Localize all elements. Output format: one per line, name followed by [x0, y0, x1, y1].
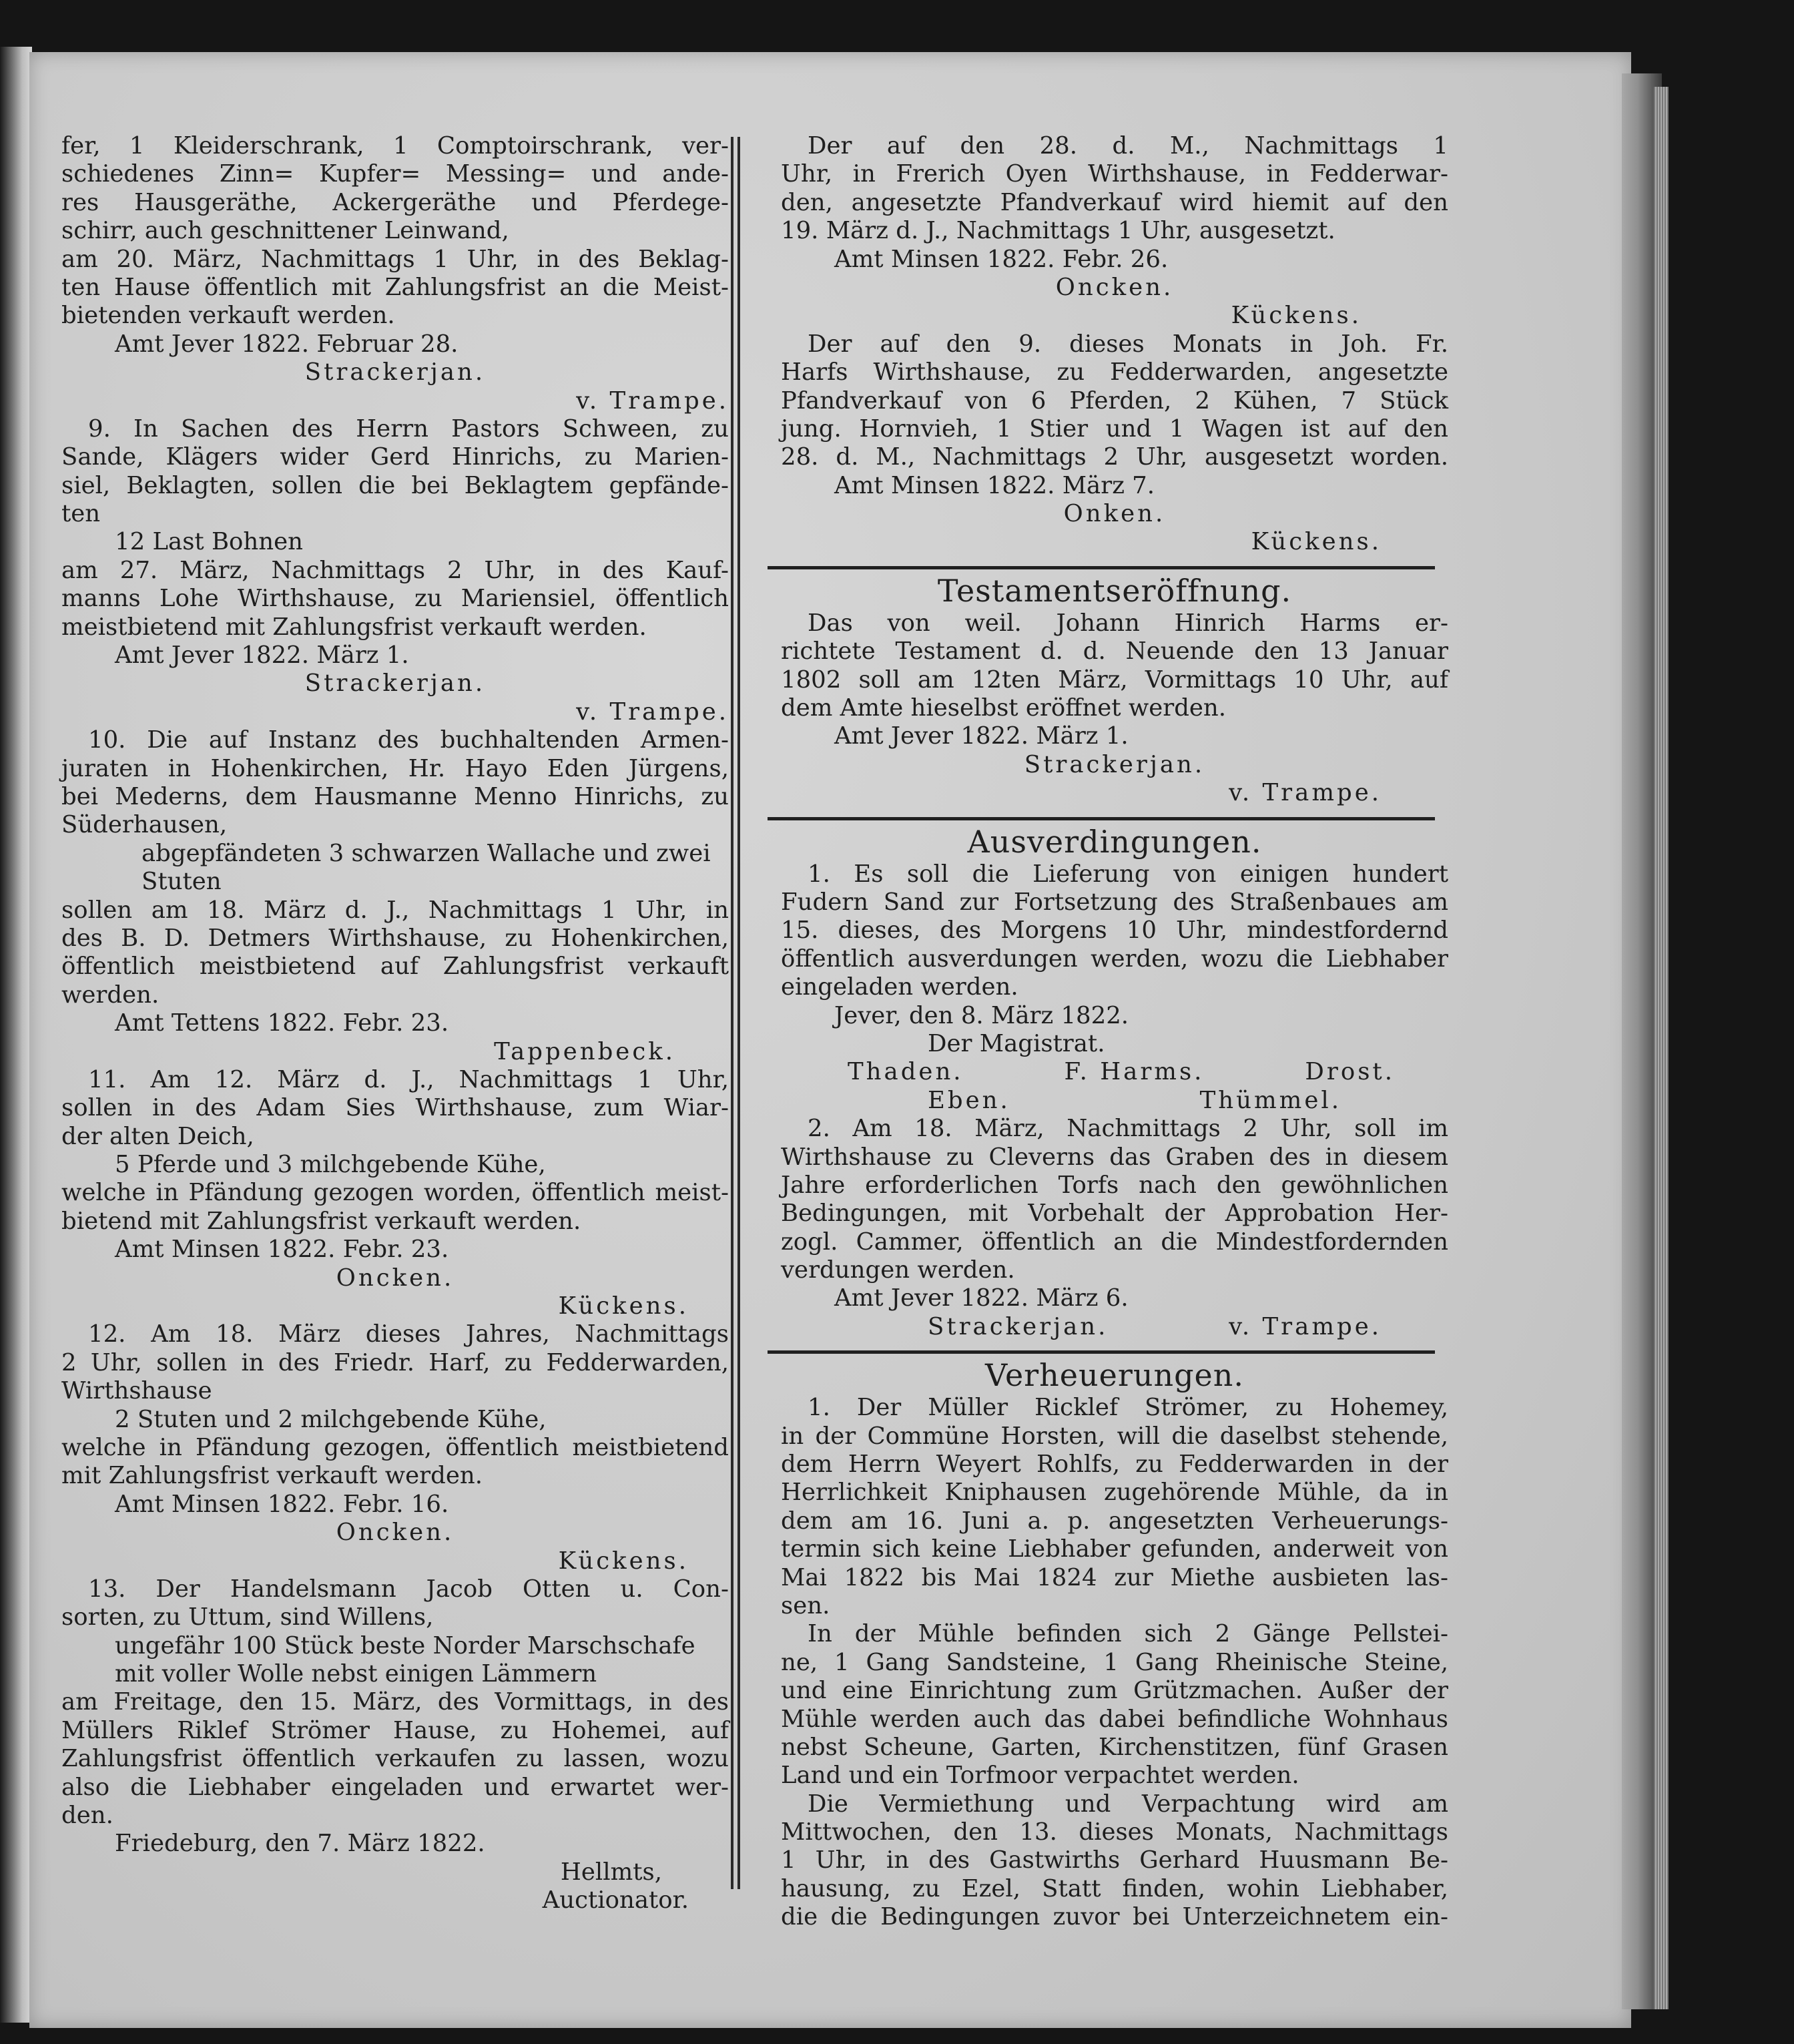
text-line: welche in Pfändung gezogen, öffentlich meistbietend: [61, 1433, 729, 1461]
page-stack-edge: [1654, 87, 1669, 2009]
date-line: Amt Jever 1822. März 1.: [115, 642, 409, 670]
signature: Drost.: [1305, 1058, 1395, 1086]
text-line: Land und ein Torfmoor verpachtet werden.: [781, 1762, 1299, 1790]
text-line: den, angesetzte Pfandverkauf wird hiemit auf den: [781, 188, 1448, 216]
text-line: 1. Es soll die Lieferung von einigen hundert: [808, 860, 1448, 888]
date-line: Jever, den 8. März 1822.: [834, 1001, 1129, 1029]
text-line: sorten, zu Uttum, sind Willens,: [61, 1603, 434, 1631]
signature: Strackerjan.: [928, 1312, 1109, 1340]
signature-row: [781, 1087, 1448, 1115]
text-line: Fudern Sand zur Fortsetzung des Straßenbaues am: [781, 888, 1448, 916]
text-line: 12 Last Bohnen: [115, 528, 304, 556]
text-line: 1. Der Müller Ricklef Strömer, zu Hohemey,: [808, 1394, 1448, 1422]
date-line: Amt Jever 1822. März 6.: [834, 1284, 1129, 1312]
text-line: dem Amte hieselbst eröffnet werden.: [781, 694, 1227, 722]
text-line: welche in Pfändung gezogen worden, öffentlich meist-: [61, 1179, 729, 1207]
text-line: öffentlich meistbietend auf Zahlungsfrist verkauft: [61, 953, 729, 981]
text-line: des B. D. Detmers Wirthshause, zu Hohenkirchen,: [61, 924, 729, 952]
text-line: 2 Stuten und 2 milchgebende Kühe,: [115, 1405, 547, 1433]
text-line: 1 Uhr, in des Gastwirths Gerhard Huusmann Be-: [781, 1846, 1448, 1874]
text-line: schiedenes Zinn= Kupfer= Messing= und ande-: [61, 160, 729, 188]
signature: Kückens.: [1231, 302, 1362, 330]
signature: v. Trampe.: [1229, 1312, 1382, 1340]
text-line: bei Mederns, dem Hausmanne Menno Hinrichs, zu: [61, 782, 729, 810]
date-line: Amt Tettens 1822. Febr. 23.: [115, 1009, 449, 1037]
text-line: Der auf den 28. d. M., Nachmittags 1: [808, 132, 1448, 160]
text-line: 1802 soll am 12ten März, Vormittags 10 Uhr, auf: [781, 666, 1448, 694]
text-line: 28. d. M., Nachmittags 2 Uhr, ausgesetzt worden.: [781, 443, 1448, 471]
text-line: den.: [61, 1802, 113, 1830]
signature: Strackerjan.: [304, 670, 486, 698]
text-line: Bedingungen, mit Vorbehalt der Approbation Her-: [781, 1200, 1448, 1228]
signature: Thümmel.: [1199, 1086, 1341, 1114]
date-line: Amt Minsen 1822. Febr. 23.: [115, 1236, 449, 1264]
text-line: 9. In Sachen des Herrn Pastors Schween, zu: [88, 415, 729, 443]
signature: Tappenbeck.: [494, 1037, 675, 1065]
signature: v. Trampe.: [576, 698, 729, 726]
signature-row: [781, 1058, 1448, 1086]
text-line: der alten Deich,: [61, 1122, 254, 1150]
text-line: juraten in Hohenkirchen, Hr. Hayo Eden Jürgens,: [61, 754, 729, 782]
text-line: 2 Uhr, sollen in des Friedr. Harf, zu Fedderwarden,: [61, 1348, 729, 1376]
text-line: bietend mit Zahlungsfrist verkauft werden.: [61, 1207, 581, 1235]
section-rule: [768, 1350, 1435, 1354]
text-line: manns Lohe Wirthshause, zu Mariensiel, öffentlich: [61, 585, 729, 613]
text-line: Jahre erforderlichen Torfs nach den gewöhnlichen: [781, 1171, 1448, 1199]
text-line: Mühle werden auch das dabei befindliche Wohnhaus: [781, 1705, 1448, 1733]
section-heading-testament: Testamentseröffnung.: [937, 572, 1292, 609]
text-line: Mittwochen, den 13. dieses Monats, Nachmittags: [781, 1818, 1448, 1846]
text-line: hausung, zu Ezel, Statt finden, wohin Liebhaber,: [781, 1874, 1448, 1902]
text-line: 12. Am 18. März dieses Jahres, Nachmittags: [88, 1320, 729, 1348]
date-line: Amt Minsen 1822. Febr. 16.: [115, 1490, 449, 1518]
signature: Kückens.: [1251, 528, 1382, 556]
text-line: Mai 1822 bis Mai 1824 zur Miethe ausbieten las-: [781, 1563, 1448, 1591]
text-line: In der Mühle befinden sich 2 Gänge Pellstei-: [808, 1620, 1448, 1648]
signature: Eben.: [928, 1086, 1010, 1114]
text-line: Pfandverkauf von 6 Pferden, 2 Kühen, 7 Stück: [781, 387, 1448, 415]
text-line: sollen in des Adam Sies Wirthshause, zum Wiar-: [61, 1094, 729, 1122]
text-line: am Freitage, den 15. März, des Vormittags, in des: [61, 1688, 729, 1716]
text-line: am 20. März, Nachmittags 1 Uhr, in des Beklag-: [61, 245, 729, 273]
text-line: Sande, Klägers wider Gerd Hinrichs, zu Marien-: [61, 443, 729, 471]
text-line: Wirthshause zu Cleverns das Graben des in diesem: [781, 1143, 1448, 1171]
date-line: Amt Jever 1822. März 1.: [834, 722, 1129, 750]
text-line: Wirthshause: [61, 1377, 212, 1405]
signature: Hellmts,: [560, 1858, 662, 1886]
signature: v. Trampe.: [1229, 779, 1382, 807]
text-line: dem Herrn Weyert Rohlfs, zu Fedderwarden in der: [781, 1451, 1448, 1479]
section-heading-verheuerungen: Verheuerungen.: [984, 1357, 1245, 1394]
text-line: siel, Beklagten, sollen die bei Beklagtem gepfände-: [61, 471, 729, 499]
text-line: verdungen werden.: [781, 1256, 1015, 1284]
signature-row: [781, 1313, 1448, 1341]
text-line: Süderhausen,: [61, 811, 228, 839]
text-line: sollen am 18. März d. J., Nachmittags 1 Uhr, in: [61, 896, 729, 924]
signature: Strackerjan.: [1024, 750, 1205, 778]
text-line: ten: [61, 500, 101, 528]
text-line: Stuten: [141, 868, 222, 896]
section-rule: [768, 817, 1435, 820]
text-line: nebst Scheune, Garten, Kirchenstitzen, fünf Grasen: [781, 1733, 1448, 1761]
text-line: öffentlich ausverdungen werden, wozu die Liebhaber: [781, 945, 1448, 973]
text-line: ungefähr 100 Stück beste Norder Marschschafe: [115, 1631, 695, 1659]
text-line: zogl. Cammer, öffentlich an die Mindestfordernden: [781, 1228, 1448, 1256]
text-line: in der Commüne Horsten, will die daselbst stehende,: [781, 1422, 1448, 1450]
text-line: werden.: [61, 981, 160, 1009]
signature: Oncken.: [336, 1264, 455, 1292]
date-line: Amt Jever 1822. Februar 28.: [115, 330, 459, 358]
signature: Onken.: [1063, 500, 1166, 528]
text-line: Zahlungsfrist öffentlich verkaufen zu lassen, wozu: [61, 1745, 729, 1773]
signature: v. Trampe.: [576, 387, 729, 415]
text-line: Der auf den 9. dieses Monats in Joh. Fr.: [808, 330, 1448, 358]
text-line: und eine Einrichtung zum Grützmachen. Außer der: [781, 1677, 1448, 1705]
signature: Strackerjan.: [304, 358, 486, 387]
text-line: 13. Der Handelsmann Jacob Otten u. Con-: [88, 1575, 729, 1603]
text-line: Harfs Wirthshause, zu Fedderwarden, angesetzte: [781, 358, 1448, 387]
text-line: also die Liebhaber eingeladen und erwartet wer-: [61, 1773, 729, 1801]
text-line: eingeladen werden.: [781, 973, 1018, 1001]
left-column: [61, 132, 729, 1915]
text-line: ten Hause öffentlich mit Zahlungsfrist an die Meist-: [61, 273, 729, 301]
signature: Der Magistrat.: [928, 1029, 1105, 1057]
signature: Kückens.: [558, 1547, 689, 1575]
text-line: fer, 1 Kleiderschrank, 1 Comptoirschrank, ver-: [61, 132, 729, 160]
section-heading-ausverdingungen: Ausverdingungen.: [967, 823, 1262, 860]
text-line: Herrlichkeit Kniphausen zugehörende Mühle, da in: [781, 1479, 1448, 1507]
text-line: Das von weil. Johann Hinrich Harms er-: [808, 609, 1448, 637]
date-line: Amt Minsen 1822. Febr. 26.: [834, 245, 1169, 273]
signature: F. Harms.: [1064, 1058, 1205, 1086]
text-line: abgepfändeten 3 schwarzen Wallache und zwei: [141, 839, 711, 867]
date-line: Amt Minsen 1822. März 7.: [834, 471, 1155, 499]
text-line: jung. Hornvieh, 1 Stier und 1 Wagen ist auf den: [781, 415, 1448, 443]
page-left-edge: [0, 47, 32, 2023]
text-line: mit voller Wolle nebst einigen Lämmern: [115, 1660, 597, 1688]
text-line: die die Bedingungen zuvor bei Unterzeichnetem ein-: [781, 1903, 1448, 1931]
text-line: 10. Die auf Instanz des buchhaltenden Armen-: [88, 726, 729, 754]
text-line: termin sich keine Liebhaber gefunden, anderweit von: [781, 1535, 1448, 1563]
text-line: 11. Am 12. März d. J., Nachmittags 1 Uhr,: [88, 1065, 729, 1093]
text-line: Müllers Riklef Strömer Hause, zu Hohemei, auf: [61, 1716, 729, 1744]
text-line: 15. dieses, des Morgens 10 Uhr, mindestfordernd: [781, 917, 1448, 945]
text-line: richtete Testament d. d. Neuende den 13 Januar: [781, 637, 1448, 666]
text-line: bietenden verkauft werden.: [61, 302, 395, 330]
text-line: dem am 16. Juni a. p. angesetzten Verheuerungs-: [781, 1507, 1448, 1535]
text-line: 5 Pferde und 3 milchgebende Kühe,: [115, 1151, 546, 1179]
text-line: am 27. März, Nachmittags 2 Uhr, in des Kauf-: [61, 556, 729, 584]
column-divider: [731, 137, 733, 1889]
date-line: Friedeburg, den 7. März 1822.: [115, 1830, 485, 1858]
text-line: meistbietend mit Zahlungsfrist verkauft werden.: [61, 613, 647, 641]
text-line: sen.: [781, 1591, 830, 1619]
text-line: res Hausgeräthe, Ackergeräthe und Pferdege-: [61, 188, 729, 216]
right-column: [781, 132, 1448, 1932]
text-line: Uhr, in Frerich Oyen Wirthshause, in Fedderwar-: [781, 160, 1448, 188]
signature: Oncken.: [336, 1519, 455, 1547]
text-line: schirr, auch geschnittener Leinwand,: [61, 217, 509, 245]
section-rule: [768, 566, 1435, 569]
text-line: 2. Am 18. März, Nachmittags 2 Uhr, soll im: [808, 1115, 1448, 1143]
signature: Thaden.: [848, 1058, 964, 1086]
text-line: ne, 1 Gang Sandsteine, 1 Gang Rheinische Steine,: [781, 1648, 1448, 1676]
text-line: mit Zahlungsfrist verkauft werden.: [61, 1462, 483, 1490]
signature: Kückens.: [558, 1292, 689, 1320]
signature: Oncken.: [1055, 273, 1174, 301]
text-line: Die Vermiethung und Verpachtung wird am: [808, 1790, 1448, 1818]
signature: Auctionator.: [542, 1886, 689, 1914]
text-line: 19. März d. J., Nachmittags 1 Uhr, ausgesetzt.: [781, 217, 1335, 245]
